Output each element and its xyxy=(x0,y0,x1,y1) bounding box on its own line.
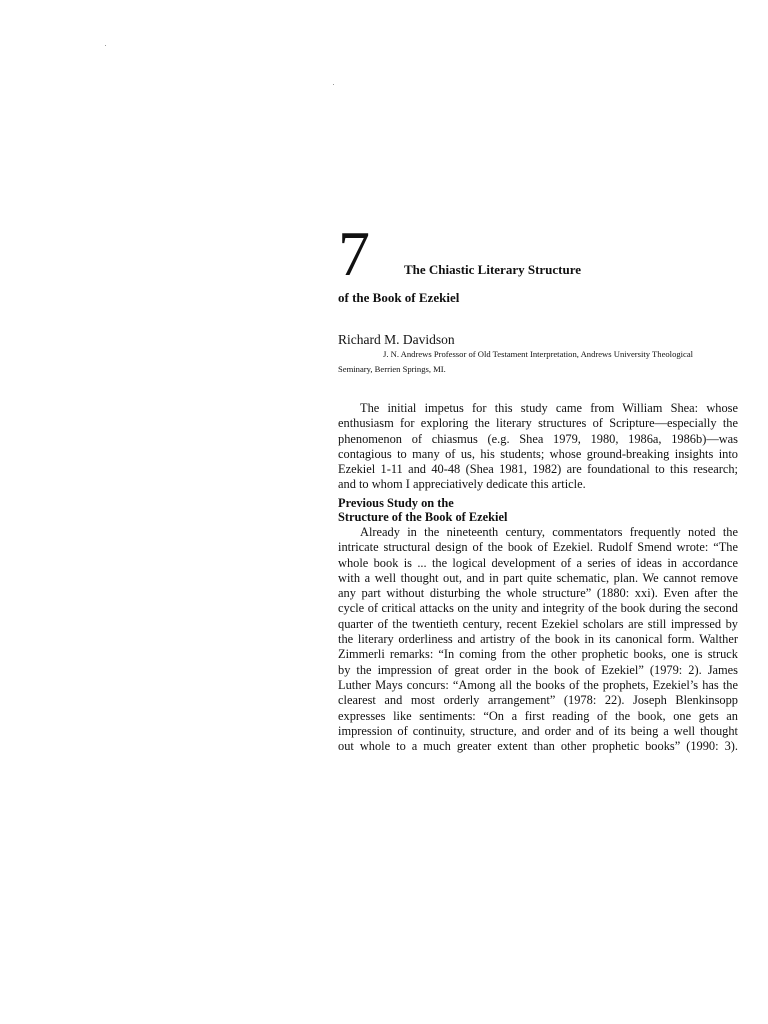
paragraph-line: The initial impetus for this study came from William Shea: whose xyxy=(360,401,738,415)
paragraph-line: expresses like sentiments: “On a first reading of the book, one gets an xyxy=(338,708,738,723)
paragraph-line: phenomenon of chiasmus (e.g. Shea 1979, 1980, 1986a, 1986b)—was xyxy=(338,431,738,446)
scan-speck xyxy=(105,45,106,46)
paragraph-line: and to whom I appreciatively dedicate this article. xyxy=(338,477,586,492)
paragraph-line: by the impression of great order in the book of Ezekiel” (1979: 2). James xyxy=(338,662,738,677)
paragraph-line: enthusiasm for exploring the literary structures of Scripture—especially the xyxy=(338,416,738,431)
paragraph-line: Luther Mays concurs: “Among all the books of the prophets, Ezekiel’s has the xyxy=(338,677,738,692)
paragraph-line: with a well thought out, and in part quite schematic, plan. We cannot remove xyxy=(338,570,738,585)
paragraph-line: the literary orderliness and artistry of the book in its canonical form. Walther xyxy=(338,632,738,647)
paragraph-line: whole book is ... the logical development of a series of ideas in accordance xyxy=(338,555,738,570)
paragraph-line: clearest and most orderly arrangement” (1978: 22). Joseph Blenkinsopp xyxy=(338,693,738,708)
section-heading-line-1: Previous Study on the xyxy=(338,496,454,510)
section-heading-line-2: Structure of the Book of Ezekiel xyxy=(338,510,508,524)
author-affiliation-line-2: Seminary, Berrien Springs, MI. xyxy=(338,364,446,374)
paragraph-line: contagious to many of us, his students; whose ground-breaking insights into xyxy=(338,446,738,461)
paragraph-line: Zimmerli remarks: “In coming from the other prophetic books, one is struck xyxy=(338,647,738,662)
paragraph-line: intricate structural design of the book of Ezekiel. Rudolf Smend wrote: “The xyxy=(338,540,738,555)
author-name: Richard M. Davidson xyxy=(338,332,455,347)
paragraph-line: Already in the nineteenth century, commentators frequently noted the xyxy=(360,525,738,539)
scan-speck xyxy=(333,84,334,85)
paragraph-line: quarter of the twentieth century, recent Ezekiel scholars are still impressed by xyxy=(338,616,738,631)
paragraph-line: Ezekiel 1-11 and 40-48 (Shea 1981, 1982) are foundational to this research; xyxy=(338,462,738,477)
paragraph-line: out whole to a much greater extent than other prophetic books” (1990: 3). xyxy=(338,739,738,754)
section-paragraph xyxy=(338,525,738,754)
chapter-number: 7 xyxy=(338,218,370,289)
author-affiliation-line-1: J. N. Andrews Professor of Old Testament Interpretation, Andrews University Theological xyxy=(383,349,694,359)
paragraph-line: impression of continuity, structure, and order and of its being a well thought xyxy=(338,723,738,738)
chapter-title-line-2: of the Book of Ezekiel xyxy=(338,290,460,305)
paragraph-line: cycle of critical attacks on the unity and integrity of the book during the second xyxy=(338,601,738,616)
chapter-title-line-1: The Chiastic Literary Structure xyxy=(404,262,582,277)
intro-paragraph xyxy=(338,401,738,493)
paragraph-line: any part without disturbing the whole structure” (1880: xxi). Even after the xyxy=(338,586,738,601)
